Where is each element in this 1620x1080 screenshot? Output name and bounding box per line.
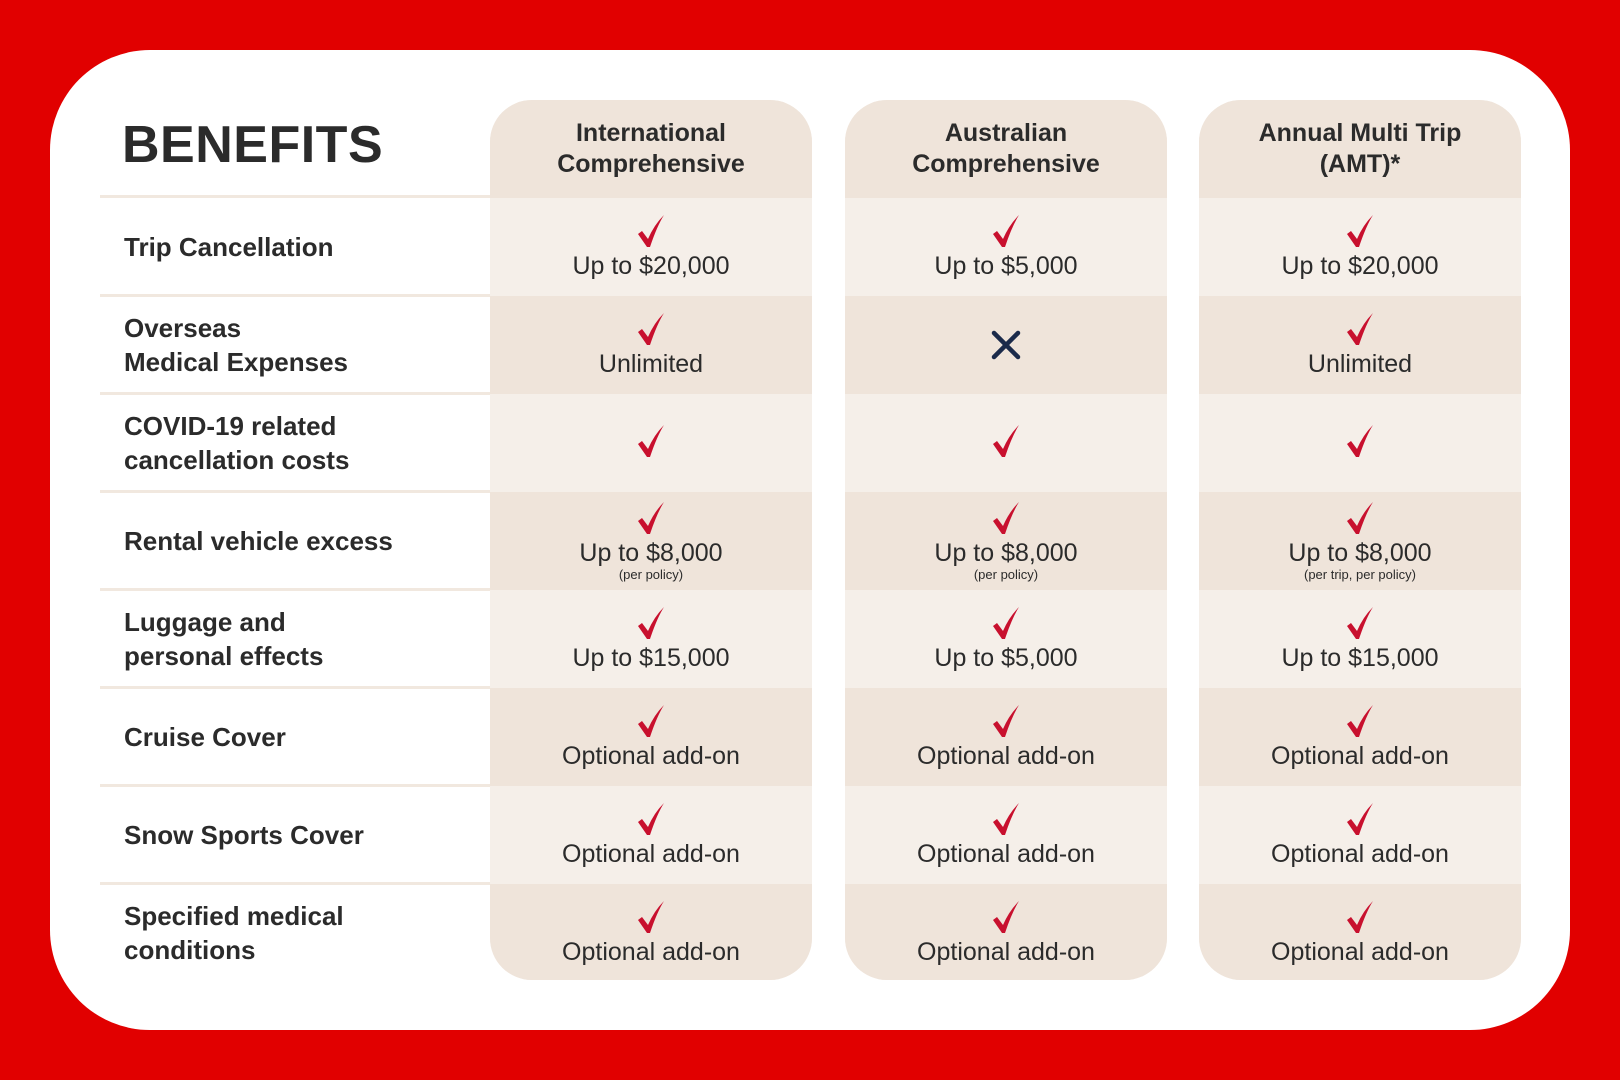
- check-icon: [637, 214, 665, 248]
- benefit-cell: [845, 492, 1167, 590]
- benefit-cell: [490, 492, 812, 590]
- benefit-label-line: Medical Expenses: [124, 347, 348, 377]
- benefit-label-line: COVID-19 related: [124, 411, 337, 441]
- cross-icon: [990, 329, 1022, 361]
- check-icon: [992, 606, 1020, 640]
- benefit-cell: [490, 590, 812, 688]
- plan-header-line: Annual Multi Trip: [1258, 119, 1462, 147]
- benefit-label-text: [124, 605, 323, 673]
- check-icon: [637, 312, 665, 346]
- benefit-cell: [845, 688, 1167, 786]
- benefit-label-line: Specified medical: [124, 901, 344, 931]
- check-icon: [637, 606, 665, 640]
- benefit-cell: [1199, 688, 1521, 786]
- benefit-label-text: [124, 524, 393, 558]
- cell-value: Optional add-on: [562, 938, 740, 966]
- benefit-label: [100, 884, 488, 982]
- benefit-cell: [845, 786, 1167, 884]
- benefit-cell: [490, 688, 812, 786]
- cell-value: Optional add-on: [917, 840, 1095, 868]
- benefit-cell: [1199, 296, 1521, 394]
- plan-header: [845, 100, 1167, 198]
- benefit-label-line: Trip Cancellation: [124, 232, 334, 262]
- benefit-label-line: Cruise Cover: [124, 722, 286, 752]
- benefit-label: [100, 296, 488, 394]
- benefit-label-text: [124, 899, 344, 967]
- benefit-label: [100, 590, 488, 688]
- benefit-label-text: [124, 818, 364, 852]
- cell-value: Up to $5,000: [934, 252, 1078, 280]
- plan-header-line: Australian: [944, 119, 1068, 147]
- plan-header-line: International: [575, 119, 726, 147]
- check-icon: [1346, 501, 1374, 535]
- benefit-cell: [845, 296, 1167, 394]
- check-icon: [637, 501, 665, 535]
- benefit-label-line: personal effects: [124, 641, 324, 671]
- cell-value: Up to $20,000: [1281, 252, 1439, 280]
- check-icon: [992, 501, 1020, 535]
- check-icon: [992, 704, 1020, 738]
- benefit-cell: [1199, 394, 1521, 492]
- benefit-label-line: Rental vehicle excess: [124, 526, 393, 556]
- benefit-label-line: cancellation costs: [124, 445, 350, 475]
- benefit-label-text: [124, 311, 348, 379]
- benefit-label-text: [124, 230, 334, 264]
- check-icon: [1346, 704, 1374, 738]
- plan-header-line: Comprehensive: [912, 150, 1100, 178]
- cell-value: Up to $15,000: [1281, 644, 1439, 672]
- benefit-cell: [1199, 786, 1521, 884]
- benefit-label: [100, 492, 488, 590]
- cell-value: Up to $8,000: [579, 538, 723, 567]
- benefit-cell: [1199, 492, 1521, 590]
- benefit-cell: [1199, 198, 1521, 296]
- check-icon: [1346, 802, 1374, 836]
- benefit-label-text: [124, 720, 286, 754]
- plan-header-line: (AMT)*: [1319, 150, 1401, 178]
- benefit-cell: [845, 198, 1167, 296]
- benefit-cell: [490, 884, 812, 980]
- plan-header-line: Comprehensive: [557, 150, 745, 178]
- plan-header: [490, 100, 812, 198]
- plan-header-text: [557, 118, 745, 180]
- plan-header: [1199, 100, 1521, 198]
- check-icon: [637, 802, 665, 836]
- cell-value: Optional add-on: [1271, 742, 1449, 770]
- benefit-label: [100, 786, 488, 884]
- benefit-cell: [845, 884, 1167, 980]
- cell-value: Up to $8,000: [1288, 538, 1432, 567]
- benefit-label-line: Overseas: [124, 313, 242, 343]
- cell-value: Up to $8,000: [934, 538, 1078, 567]
- plan-column: [845, 100, 1167, 980]
- benefit-label: [100, 198, 488, 296]
- cell-value: Optional add-on: [917, 938, 1095, 966]
- check-icon: [1346, 606, 1374, 640]
- check-icon: [992, 802, 1020, 836]
- benefit-cell: [490, 296, 812, 394]
- benefits-title: BENEFITS: [122, 116, 384, 174]
- cell-value: Optional add-on: [562, 840, 740, 868]
- cell-value: Up to $15,000: [572, 644, 730, 672]
- cell-value: Up to $5,000: [934, 644, 1078, 672]
- benefit-label-text: [124, 409, 349, 477]
- benefit-cell: [845, 394, 1167, 492]
- benefit-label-line: conditions: [124, 935, 256, 965]
- check-icon: [637, 424, 665, 458]
- benefit-label: [100, 688, 488, 786]
- cell-value: Unlimited: [1307, 350, 1413, 378]
- benefit-cell: [845, 590, 1167, 688]
- check-icon: [1346, 424, 1374, 458]
- benefit-cell: [490, 786, 812, 884]
- cell-value: Optional add-on: [562, 742, 740, 770]
- cell-value: Optional add-on: [917, 742, 1095, 770]
- benefit-cell: [490, 198, 812, 296]
- plan-column: [1199, 100, 1521, 980]
- benefit-cell: [1199, 590, 1521, 688]
- check-icon: [992, 900, 1020, 934]
- plan-column: [490, 100, 812, 980]
- plan-header-text: [1259, 118, 1462, 180]
- benefit-label: [100, 394, 488, 492]
- cell-value: Unlimited: [598, 350, 704, 378]
- check-icon: [1346, 900, 1374, 934]
- check-icon: [637, 900, 665, 934]
- cell-note: (per trip, per policy): [1304, 566, 1416, 582]
- cell-value: Optional add-on: [1271, 938, 1449, 966]
- cell-value: Optional add-on: [1271, 840, 1449, 868]
- cell-note: (per policy): [618, 566, 684, 582]
- benefit-label-line: Snow Sports Cover: [124, 820, 364, 850]
- cell-note: (per policy): [973, 566, 1039, 582]
- cell-value: Up to $20,000: [572, 252, 730, 280]
- benefit-label-line: Luggage and: [124, 607, 286, 637]
- check-icon: [1346, 214, 1374, 248]
- plan-header-text: [912, 118, 1100, 180]
- check-icon: [992, 424, 1020, 458]
- benefit-cell: [1199, 884, 1521, 980]
- check-icon: [637, 704, 665, 738]
- benefit-cell: [490, 394, 812, 492]
- check-icon: [992, 214, 1020, 248]
- check-icon: [1346, 312, 1374, 346]
